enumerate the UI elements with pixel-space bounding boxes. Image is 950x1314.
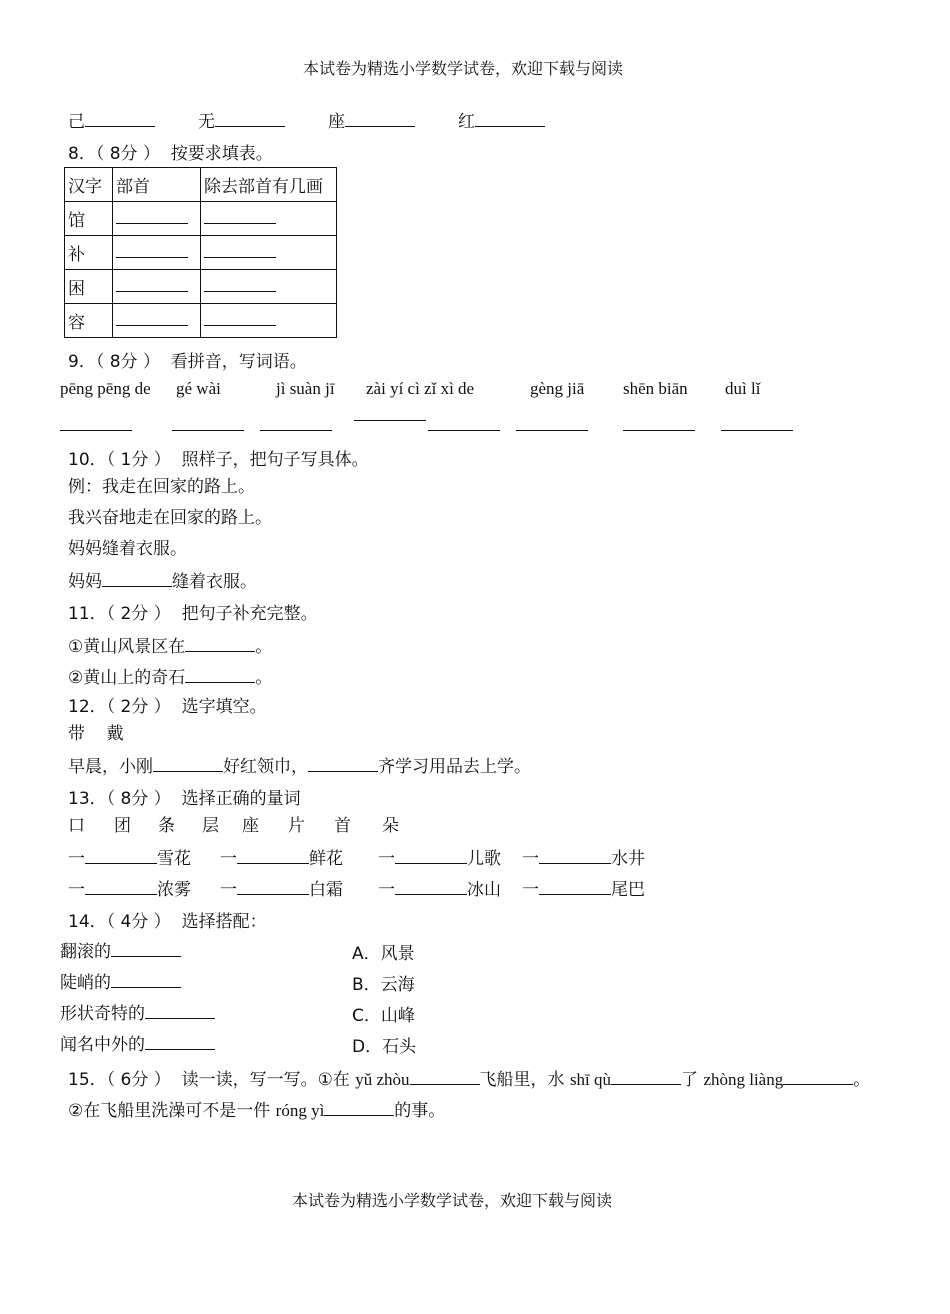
pinyin-label: gèng jiā [530,379,585,398]
answer-blank[interactable] [204,277,276,292]
answer-blank[interactable] [237,849,309,864]
q14-left-item: 形状奇特的 [60,1004,215,1023]
q13-title: 13．（ 8分 ） 选择正确的量词 [68,789,301,809]
table-cell [113,202,201,236]
q14-option: B．云海 [352,975,415,995]
answer-blank[interactable] [516,430,588,431]
q11-title: 11．（ 2分 ） 把句子补充完整。 [68,604,318,624]
q13-item: 一 浓雾 [68,880,191,900]
q12-title: 12．（ 2分 ） 选字填空。 [68,697,267,717]
q13-option: 片 [288,816,305,836]
pinyin-label: róng yì [275,1101,325,1120]
answer-blank[interactable] [153,757,223,772]
pinyin-label: duì lǐ [725,379,761,398]
answer-blank[interactable] [116,311,188,326]
q8-table [64,167,337,338]
q14-option: D．石头 [352,1037,417,1057]
q13-option: 层 [202,816,219,836]
table-cell [113,270,201,304]
table-row [65,202,337,236]
table-header: 汉字 [65,168,113,202]
q13-item: 一 水井 [522,849,645,869]
q10-example-answer: 我兴奋地走在回家的路上。 [68,508,272,528]
answer-blank[interactable] [204,243,276,258]
answer-blank[interactable] [215,112,285,127]
answer-blank[interactable] [345,112,415,127]
q11-line-1: ①黄山风景区在 。 [68,637,273,657]
answer-blank[interactable] [410,1070,480,1085]
answer-blank[interactable] [116,277,188,292]
answer-blank[interactable] [60,430,132,431]
q14-left-item: 陡峭的 [60,973,181,992]
q13-item: 一 白霜 [220,880,343,900]
q13-option: 座 [242,816,259,836]
page-footer: 本试卷为精选小学数学试卷，欢迎下载与阅读 [292,1191,613,1210]
answer-blank[interactable] [145,1004,215,1019]
q7-item-3: 座 [328,112,415,131]
answer-blank[interactable] [185,637,255,652]
answer-blank[interactable] [204,311,276,326]
q10-title: 10．（ 1分 ） 照样子，把句子写具体。 [68,450,369,470]
q13-option: 口 [68,816,85,836]
answer-blank[interactable] [85,880,157,895]
q14-left-item: 翻滚的 [60,942,181,961]
q10-example: 例：我走在回家的路上。 [68,477,255,497]
answer-blank[interactable] [85,112,155,127]
q14-option: A．风景 [352,944,415,964]
pinyin-label: shēn biān [623,379,688,398]
q15-line-1: 15．（ 6分 ） 读一读，写一写。①在 yǔ zhòu 飞船里，水 shī qù 了 zhòng liàng 。 [68,1070,871,1090]
q15-line-2: ②在飞船里洗澡可不是一件 róng yì 的事。 [68,1101,446,1121]
pinyin-label: jì suàn jī [276,379,335,398]
q13-item: 一 雪花 [68,849,191,869]
answer-blank[interactable] [539,849,611,864]
answer-blank[interactable] [172,430,244,431]
q7-item-2: 无 [198,112,285,131]
pinyin-label: zài yí cì zǐ xì de [366,379,475,398]
q13-item: 一 尾巴 [522,880,645,900]
q12-options: 带 戴 [68,724,124,744]
q13-item: 一 儿歌 [378,849,501,869]
pinyin-label: gé wài [176,379,221,398]
table-cell [113,304,201,338]
answer-blank[interactable] [783,1070,853,1085]
table-header-row [65,168,337,202]
table-cell-char: 困 [65,270,113,304]
table-header: 除去部首有几画 [201,168,337,202]
answer-blank[interactable] [539,880,611,895]
table-row [65,236,337,270]
answer-blank[interactable] [204,209,276,224]
pinyin-label: zhòng liàng [703,1070,784,1089]
page-header: 本试卷为精选小学数学试卷，欢迎下载与阅读 [303,59,624,78]
answer-blank[interactable] [116,209,188,224]
q13-option: 朵 [382,816,399,836]
table-cell-char: 馆 [65,202,113,236]
answer-blank[interactable] [102,572,172,587]
answer-blank[interactable] [308,757,378,772]
answer-blank[interactable] [85,849,157,864]
q14-option: C．山峰 [352,1006,415,1026]
table-row [65,270,337,304]
answer-blank[interactable] [428,430,500,431]
q13-option: 团 [114,816,131,836]
answer-blank[interactable] [354,420,426,421]
table-cell-char: 补 [65,236,113,270]
table-cell [113,236,201,270]
answer-blank[interactable] [116,243,188,258]
table-cell [201,236,337,270]
table-cell [201,270,337,304]
table-cell [201,202,337,236]
q10-sentence: 妈妈缝着衣服。 [68,539,187,559]
answer-blank[interactable] [721,430,793,431]
table-cell [201,304,337,338]
answer-blank[interactable] [111,942,181,957]
q10-answer-line: 妈妈 缝着衣服。 [68,572,257,592]
q13-item: 一 冰山 [378,880,501,900]
answer-blank[interactable] [395,849,467,864]
answer-blank[interactable] [111,973,181,988]
answer-blank[interactable] [475,112,545,127]
q7-item-1: 己 [68,112,155,131]
q13-item: 一 鲜花 [220,849,343,869]
pinyin-label: shī qù [569,1070,612,1089]
q12-sentence: 早晨，小刚 好红领巾， 齐学习用品去上学。 [68,757,531,777]
table-cell-char: 容 [65,304,113,338]
q7-item-4: 红 [458,112,545,131]
q14-left-item: 闻名中外的 [60,1035,215,1054]
answer-blank[interactable] [237,880,309,895]
pinyin-label: yǔ zhòu [355,1070,410,1089]
q9-title: 9．（ 8分 ） 看拼音，写词语。 [68,352,307,372]
q13-option: 条 [158,816,175,836]
q14-title: 14．（ 4分 ） 选择搭配： [68,912,267,932]
answer-blank[interactable] [145,1035,215,1050]
q11-line-2: ②黄山上的奇石 。 [68,668,273,688]
answer-blank[interactable] [395,880,467,895]
table-header: 部首 [113,168,201,202]
answer-blank[interactable] [324,1101,394,1116]
answer-blank[interactable] [260,430,332,431]
answer-blank[interactable] [611,1070,681,1085]
answer-blank[interactable] [623,430,695,431]
answer-blank[interactable] [185,668,255,683]
pinyin-label: pēng pēng de [60,379,151,398]
q8-title: 8．（ 8分 ） 按要求填表。 [68,144,273,164]
q13-option: 首 [334,816,351,836]
table-row [65,304,337,338]
